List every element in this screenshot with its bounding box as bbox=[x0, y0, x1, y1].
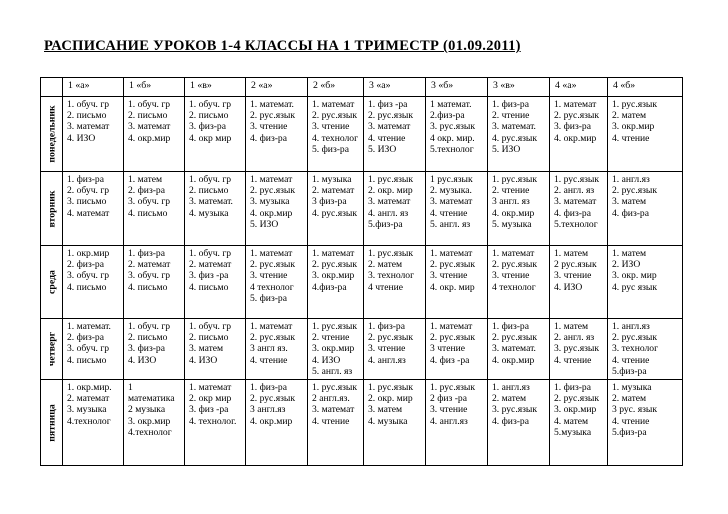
lesson-line: 2. рус.язык bbox=[492, 332, 538, 344]
lesson-cell bbox=[364, 97, 426, 172]
lesson-line: 4. рус язык bbox=[612, 281, 658, 293]
lesson-line: 2. рус.язык bbox=[430, 259, 476, 271]
lesson-line: 2. рус.язык bbox=[250, 185, 296, 197]
lesson-line: 2. физ-ра bbox=[67, 332, 104, 344]
lesson-line: 3. технолог bbox=[368, 270, 415, 282]
lesson-line: 3. математ bbox=[368, 196, 411, 208]
lesson-line: 1. математ bbox=[430, 321, 473, 332]
class-header: 1 «а» bbox=[63, 78, 124, 97]
lesson-line: 1. англ.яз bbox=[612, 174, 650, 185]
lesson-line: 2. обуч. гр bbox=[67, 185, 110, 197]
lesson-line: 3. обуч. гр bbox=[128, 270, 171, 282]
lesson-line: 3. музыка bbox=[67, 404, 107, 416]
lesson-line: 4 технолог bbox=[250, 281, 294, 293]
lesson-line: 3. окр. мир bbox=[612, 270, 657, 282]
lesson-cell bbox=[364, 172, 426, 246]
lesson-line: 2. рус.язык bbox=[368, 110, 414, 122]
day-label: понедельник bbox=[45, 105, 57, 163]
lesson-line: 3. чтение bbox=[430, 270, 468, 282]
lesson-line: 1. математ bbox=[312, 248, 355, 259]
lesson-line: 3. рус.язык bbox=[554, 343, 600, 355]
lesson-cell bbox=[308, 97, 364, 172]
lesson-line: 2. рус.язык bbox=[612, 185, 658, 197]
lesson-line: 5. ИЗО bbox=[368, 143, 397, 155]
lesson-line: 1. обуч. гр bbox=[189, 321, 232, 332]
lesson-cell bbox=[550, 246, 608, 319]
class-header: 1 «б» bbox=[124, 78, 185, 97]
lesson-line: 4. чтение bbox=[612, 354, 650, 366]
lesson-line: 5.физ-ра bbox=[612, 426, 647, 438]
lesson-line: 4. англ.яз bbox=[430, 415, 468, 427]
lesson-line: 4. физ-ра bbox=[554, 207, 591, 219]
lesson-line: 2. рус.язык bbox=[430, 332, 476, 344]
lesson-line: 2 англ.яз. bbox=[312, 393, 350, 405]
lesson-line: 4. математ bbox=[67, 207, 110, 219]
day-label: вторник bbox=[45, 189, 57, 228]
lesson-line: 5. физ-ра bbox=[250, 292, 287, 304]
lesson-line: 1. математ bbox=[250, 248, 293, 259]
lesson-line: 1. рус.язык bbox=[312, 382, 358, 393]
day-label: среда bbox=[45, 270, 57, 294]
lesson-line: 3 англ. яз bbox=[492, 196, 530, 208]
lesson-line: 4. ИЗО bbox=[67, 132, 96, 144]
lesson-cell bbox=[608, 97, 683, 172]
lesson-line: 4. окр.мир bbox=[492, 354, 535, 366]
lesson-line: 4. ИЗО bbox=[312, 354, 341, 366]
lesson-cell bbox=[550, 319, 608, 380]
lesson-line: 3. математ bbox=[312, 404, 355, 416]
lesson-line: 1. обуч. гр bbox=[189, 99, 232, 110]
lesson-line: 1. рус.язык bbox=[368, 248, 414, 259]
lesson-line: 2. окр мир bbox=[189, 393, 232, 405]
lesson-line: 3 физ-ра bbox=[312, 196, 347, 208]
lesson-cell bbox=[608, 319, 683, 380]
lesson-line: 4.технолог bbox=[128, 426, 172, 438]
lesson-cell bbox=[488, 380, 550, 466]
lesson-line: 3. окр.мир bbox=[312, 343, 355, 355]
lesson-cell bbox=[124, 319, 185, 380]
lesson-line: 2. математ bbox=[312, 185, 355, 197]
lesson-line: 1. обуч. гр bbox=[128, 321, 171, 332]
lesson-line: 1. математ bbox=[312, 99, 355, 110]
lesson-line: 3. чтение bbox=[368, 343, 406, 355]
lesson-line: 1. матем bbox=[612, 248, 647, 259]
day-row bbox=[41, 97, 683, 172]
lesson-line: 4. чтение bbox=[312, 415, 350, 427]
lesson-cell bbox=[246, 380, 308, 466]
lesson-line: 2.физ-ра bbox=[430, 110, 465, 122]
lesson-line: 1. физ-ра bbox=[492, 99, 529, 110]
lesson-line: 4. ИЗО bbox=[554, 281, 583, 293]
lesson-line: 2 физ -ра bbox=[430, 393, 467, 405]
page-title: РАСПИСАНИЕ УРОКОВ 1-4 КЛАССЫ НА 1 ТРИМЕСТР (01.09.2011) bbox=[44, 38, 521, 54]
lesson-cell bbox=[608, 246, 683, 319]
lesson-line: 3. физ -ра bbox=[189, 270, 229, 282]
lesson-line: 4. музыка bbox=[189, 207, 229, 219]
lesson-line: 5.физ-ра bbox=[368, 218, 403, 230]
lesson-line: 4. физ-ра bbox=[250, 132, 287, 144]
lesson-line: 2. матем bbox=[492, 393, 527, 405]
lesson-line: 4. окр.мир bbox=[554, 132, 597, 144]
lesson-line: 1. матем bbox=[554, 248, 589, 259]
lesson-line: 3 чтение bbox=[430, 343, 465, 355]
lesson-line: 4. окр. мир bbox=[430, 281, 475, 293]
lesson-line: 3. математ bbox=[128, 121, 171, 133]
lesson-cell bbox=[308, 172, 364, 246]
lesson-line: 4. чтение bbox=[368, 132, 406, 144]
lesson-line: 3. чтение bbox=[312, 121, 350, 133]
lesson-line: 1. англ.яз bbox=[612, 321, 650, 332]
lesson-line: 4 чтение bbox=[368, 281, 403, 293]
lesson-line: 2. музыка. bbox=[430, 185, 472, 197]
lesson-line: 2. ИЗО bbox=[612, 259, 641, 271]
lesson-line: 4. физ -ра bbox=[430, 354, 470, 366]
lesson-line: 3. чтение bbox=[554, 270, 592, 282]
lesson-cell bbox=[124, 380, 185, 466]
lesson-line: 3. математ bbox=[67, 121, 110, 133]
lesson-line: 1. рус.язык bbox=[612, 99, 658, 110]
lesson-line: 3. письмо bbox=[67, 196, 107, 208]
lesson-cell bbox=[364, 380, 426, 466]
lesson-line: 4. окр мир bbox=[189, 132, 232, 144]
lesson-line: 3. рус.язык bbox=[492, 404, 538, 416]
lesson-line: 3. матем bbox=[368, 404, 403, 416]
lesson-line: 4. чтение bbox=[612, 132, 650, 144]
lesson-cell bbox=[308, 380, 364, 466]
lesson-cell bbox=[246, 172, 308, 246]
lesson-line: 2. чтение bbox=[492, 110, 530, 122]
lesson-line: 1 математ. bbox=[430, 99, 472, 110]
lesson-cell bbox=[608, 172, 683, 246]
lesson-cell bbox=[124, 246, 185, 319]
lesson-line: 2. рус.язык bbox=[612, 332, 658, 344]
lesson-cell bbox=[185, 172, 246, 246]
lesson-line: 3. музыка bbox=[250, 196, 290, 208]
lesson-line: 2. математ bbox=[128, 259, 171, 271]
lesson-line: 1. математ bbox=[554, 99, 597, 110]
lesson-line: 2. рус.язык bbox=[554, 393, 600, 405]
lesson-line: 4. технолог. bbox=[189, 415, 237, 427]
lesson-line: 1. матем bbox=[128, 174, 163, 185]
lesson-line: 2. рус.язык bbox=[250, 259, 296, 271]
lesson-line: 2. письмо bbox=[67, 110, 107, 122]
lesson-cell bbox=[426, 319, 488, 380]
lesson-line: 3. рус.язык bbox=[430, 121, 476, 133]
day-row bbox=[41, 380, 683, 466]
lesson-cell bbox=[185, 246, 246, 319]
lesson-line: 5. ИЗО bbox=[250, 218, 279, 230]
lesson-line: 1. физ-ра bbox=[67, 174, 104, 185]
day-label: четверг bbox=[45, 331, 57, 367]
lesson-line: 2. письмо bbox=[128, 332, 168, 344]
lesson-line: 4. чтение bbox=[554, 354, 592, 366]
lesson-cell bbox=[63, 380, 124, 466]
lesson-cell bbox=[550, 380, 608, 466]
day-cell bbox=[41, 246, 63, 319]
lesson-line: 2. чтение bbox=[312, 332, 350, 344]
lesson-cell bbox=[246, 246, 308, 319]
lesson-line: 4. окр.мир bbox=[250, 415, 293, 427]
class-header: 2 «а» bbox=[246, 78, 308, 97]
lesson-line: 1. музыка bbox=[312, 174, 352, 185]
lesson-line: 3. физ -ра bbox=[189, 404, 229, 416]
lesson-line: 2. математ bbox=[67, 393, 110, 405]
lesson-line: 3. чтение bbox=[430, 404, 468, 416]
lesson-line: 1. рус.язык bbox=[368, 382, 414, 393]
lesson-line: 1. обуч. гр bbox=[67, 99, 110, 110]
lesson-line: 1. математ bbox=[189, 382, 232, 393]
lesson-cell bbox=[426, 246, 488, 319]
lesson-cell bbox=[63, 97, 124, 172]
lesson-line: 1. математ. bbox=[250, 99, 294, 110]
class-header: 4 «а» bbox=[550, 78, 608, 97]
lesson-line: 3. математ bbox=[554, 196, 597, 208]
class-header: 3 «в» bbox=[488, 78, 550, 97]
lesson-line: 1. матем bbox=[554, 321, 589, 332]
lesson-line: 3. обуч. гр bbox=[128, 196, 171, 208]
lesson-line: 2. рус.язык bbox=[312, 110, 358, 122]
lesson-cell bbox=[63, 319, 124, 380]
class-header: 1 «в» bbox=[185, 78, 246, 97]
lesson-cell bbox=[308, 319, 364, 380]
lesson-line: 2 рус.язык bbox=[554, 259, 597, 271]
lesson-line: 1. рус.язык bbox=[492, 174, 538, 185]
lesson-line: 4 окр. мир. bbox=[430, 132, 475, 144]
lesson-line: 2. матем bbox=[612, 110, 647, 122]
lesson-line: 3. матем bbox=[612, 196, 647, 208]
lesson-line: 3. физ-ра bbox=[554, 121, 591, 133]
lesson-cell bbox=[185, 319, 246, 380]
lesson-line: 2. матем bbox=[612, 393, 647, 405]
lesson-line: 5.технолог bbox=[554, 218, 598, 230]
lesson-line: 5.музыка bbox=[554, 426, 592, 438]
lesson-line: 4. технолог bbox=[312, 132, 359, 144]
lesson-line: 3 рус. язык bbox=[612, 404, 658, 416]
lesson-line: 1. физ-ра bbox=[128, 248, 165, 259]
lesson-line: 1. окр.мир bbox=[67, 248, 110, 259]
lesson-line: 2. рус.язык bbox=[250, 332, 296, 344]
lesson-line: 1. математ. bbox=[67, 321, 111, 332]
lesson-line: 1. математ bbox=[250, 174, 293, 185]
lesson-line: 2. англ. яз bbox=[554, 185, 595, 197]
day-cell bbox=[41, 319, 63, 380]
lesson-line: 4. окр.мир bbox=[128, 132, 171, 144]
lesson-line: 3. математ. bbox=[492, 343, 536, 355]
lesson-line: 2. письмо bbox=[128, 110, 168, 122]
lesson-line: 3. обуч. гр bbox=[67, 270, 110, 282]
lesson-line: 1. рус.язык bbox=[368, 174, 414, 185]
lesson-cell bbox=[426, 97, 488, 172]
lesson-line: 1. обуч. гр bbox=[189, 174, 232, 185]
lesson-line: 1. рус.язык bbox=[312, 321, 358, 332]
lesson-cell bbox=[185, 97, 246, 172]
schedule-table bbox=[40, 77, 683, 466]
lesson-cell bbox=[488, 172, 550, 246]
lesson-line: 4. письмо bbox=[128, 281, 168, 293]
lesson-line: 3. окр.мир bbox=[128, 415, 171, 427]
day-row bbox=[41, 319, 683, 380]
lesson-line: 4. чтение bbox=[430, 207, 468, 219]
lesson-line: 1. физ-ра bbox=[368, 321, 405, 332]
lesson-line: 3. окр.мир bbox=[612, 121, 655, 133]
lesson-line: 2. рус.язык bbox=[554, 110, 600, 122]
lesson-line: математика bbox=[128, 393, 175, 405]
lesson-line: 4. письмо bbox=[67, 281, 107, 293]
lesson-line: 4. физ-ра bbox=[492, 415, 529, 427]
day-row bbox=[41, 172, 683, 246]
lesson-line: 1. физ-ра bbox=[492, 321, 529, 332]
lesson-line: 3. физ-ра bbox=[128, 343, 165, 355]
lesson-cell bbox=[550, 172, 608, 246]
lesson-line: 1. рус.язык bbox=[430, 382, 476, 393]
lesson-line: 4. рус.язык bbox=[312, 207, 358, 219]
lesson-cell bbox=[364, 246, 426, 319]
lesson-line: 4. чтение bbox=[250, 354, 288, 366]
lesson-line: 1. математ bbox=[492, 248, 535, 259]
lesson-cell bbox=[185, 380, 246, 466]
lesson-line: 1. англ.яз bbox=[492, 382, 530, 393]
lesson-cell bbox=[608, 380, 683, 466]
lesson-line: 3. математ. bbox=[189, 196, 233, 208]
lesson-cell bbox=[308, 246, 364, 319]
corner-cell bbox=[41, 78, 63, 97]
lesson-cell bbox=[246, 319, 308, 380]
day-cell bbox=[41, 380, 63, 466]
lesson-line: 5.физ-ра bbox=[612, 365, 647, 377]
lesson-cell bbox=[364, 319, 426, 380]
lesson-line: 4. письмо bbox=[128, 207, 168, 219]
lesson-line: 4. окр.мир bbox=[492, 207, 535, 219]
lesson-line: 2. рус.язык bbox=[492, 259, 538, 271]
lesson-line: 2. рус.язык bbox=[312, 259, 358, 271]
lesson-line: 1. обуч. гр bbox=[128, 99, 171, 110]
lesson-line: 4. физ-ра bbox=[612, 207, 649, 219]
lesson-line: 1 bbox=[128, 382, 133, 393]
lesson-line: 1. обуч. гр bbox=[189, 248, 232, 259]
lesson-cell bbox=[124, 172, 185, 246]
lesson-line: 1. рус.язык bbox=[554, 174, 600, 185]
lesson-line: 3. чтение bbox=[492, 270, 530, 282]
lesson-line: 5.технолог bbox=[430, 143, 474, 155]
lesson-line: 2. физ-ра bbox=[128, 185, 165, 197]
lesson-line: 5. англ. яз bbox=[312, 365, 353, 377]
lesson-line: 1. музыка bbox=[612, 382, 652, 393]
lesson-line: 2. письмо bbox=[189, 110, 229, 122]
lesson-cell bbox=[488, 319, 550, 380]
lesson-line: 4. матем bbox=[554, 415, 589, 427]
lesson-line: 2. англ. яз bbox=[554, 332, 595, 344]
lesson-line: 2. математ bbox=[189, 259, 232, 271]
lesson-line: 1. математ bbox=[250, 321, 293, 332]
class-header: 2 «б» bbox=[308, 78, 364, 97]
lesson-cell bbox=[488, 246, 550, 319]
lesson-line: 3. окр.мир bbox=[554, 404, 597, 416]
day-label: пятница bbox=[45, 403, 57, 442]
lesson-line: 3. чтение bbox=[250, 270, 288, 282]
lesson-line: 5. англ. яз bbox=[430, 218, 471, 230]
lesson-line: 5. музыка bbox=[492, 218, 532, 230]
class-header: 4 «б» bbox=[608, 78, 683, 97]
lesson-line: 4 технолог bbox=[492, 281, 536, 293]
lesson-cell bbox=[426, 380, 488, 466]
lesson-line: 4.технолог bbox=[67, 415, 111, 427]
lesson-line: 5. физ-ра bbox=[312, 143, 349, 155]
lesson-cell bbox=[124, 97, 185, 172]
lesson-line: 3 англ.яз bbox=[250, 404, 286, 416]
day-cell bbox=[41, 97, 63, 172]
lesson-line: 4. музыка bbox=[368, 415, 408, 427]
lesson-line: 4. ИЗО bbox=[189, 354, 218, 366]
lesson-line: 4. окр.мир bbox=[250, 207, 293, 219]
class-header: 3 «а» bbox=[364, 78, 426, 97]
lesson-cell bbox=[63, 246, 124, 319]
lesson-cell bbox=[426, 172, 488, 246]
lesson-line: 2. окр. мир bbox=[368, 185, 413, 197]
lesson-line: 3. математ bbox=[430, 196, 473, 208]
lesson-line: 1. математ bbox=[430, 248, 473, 259]
lesson-line: 3. математ bbox=[368, 121, 411, 133]
lesson-line: 1. физ -ра bbox=[368, 99, 408, 110]
lesson-line: 1. окр.мир. bbox=[67, 382, 112, 393]
lesson-line: 2 музыка bbox=[128, 404, 166, 416]
day-row bbox=[41, 246, 683, 319]
lesson-line: 2. чтение bbox=[492, 185, 530, 197]
lesson-line: 4. ИЗО bbox=[128, 354, 157, 366]
lesson-line: 5. ИЗО bbox=[492, 143, 521, 155]
lesson-line: 4.физ-ра bbox=[312, 281, 347, 293]
lesson-line: 3. окр.мир bbox=[312, 270, 355, 282]
lesson-line: 4. письмо bbox=[189, 281, 229, 293]
header-row bbox=[41, 78, 683, 97]
lesson-line: 2. рус.язык bbox=[250, 393, 296, 405]
lesson-cell bbox=[246, 97, 308, 172]
lesson-line: 2. физ-ра bbox=[67, 259, 104, 271]
lesson-line: 3. обуч. гр bbox=[67, 343, 110, 355]
lesson-line: 4. чтение bbox=[612, 415, 650, 427]
lesson-line: 4. англ.яз bbox=[368, 354, 406, 366]
lesson-line: 3. чтение bbox=[250, 121, 288, 133]
lesson-line: 4. англ. яз bbox=[368, 207, 409, 219]
lesson-cell bbox=[63, 172, 124, 246]
lesson-line: 3 англ яз. bbox=[250, 343, 288, 355]
lesson-line: 2. письмо bbox=[189, 185, 229, 197]
lesson-line: 1. физ-ра bbox=[250, 382, 287, 393]
lesson-line: 2. рус.язык bbox=[368, 332, 414, 344]
lesson-line: 3. матем bbox=[189, 343, 224, 355]
lesson-line: 3. математ. bbox=[492, 121, 536, 133]
lesson-line: 3. технолог bbox=[612, 343, 659, 355]
lesson-cell bbox=[488, 97, 550, 172]
lesson-line: 2. матем bbox=[368, 259, 403, 271]
lesson-line: 2. окр. мир bbox=[368, 393, 413, 405]
lesson-line: 2. письмо bbox=[189, 332, 229, 344]
class-header: 3 «б» bbox=[426, 78, 488, 97]
lesson-line: 2. рус.язык bbox=[250, 110, 296, 122]
lesson-cell bbox=[550, 97, 608, 172]
lesson-line: 4. письмо bbox=[67, 354, 107, 366]
lesson-line: 3. физ-ра bbox=[189, 121, 226, 133]
lesson-line: 4. рус.язык bbox=[492, 132, 538, 144]
lesson-line: 1. физ-ра bbox=[554, 382, 591, 393]
lesson-line: 1 рус.язык bbox=[430, 174, 473, 185]
day-cell bbox=[41, 172, 63, 246]
